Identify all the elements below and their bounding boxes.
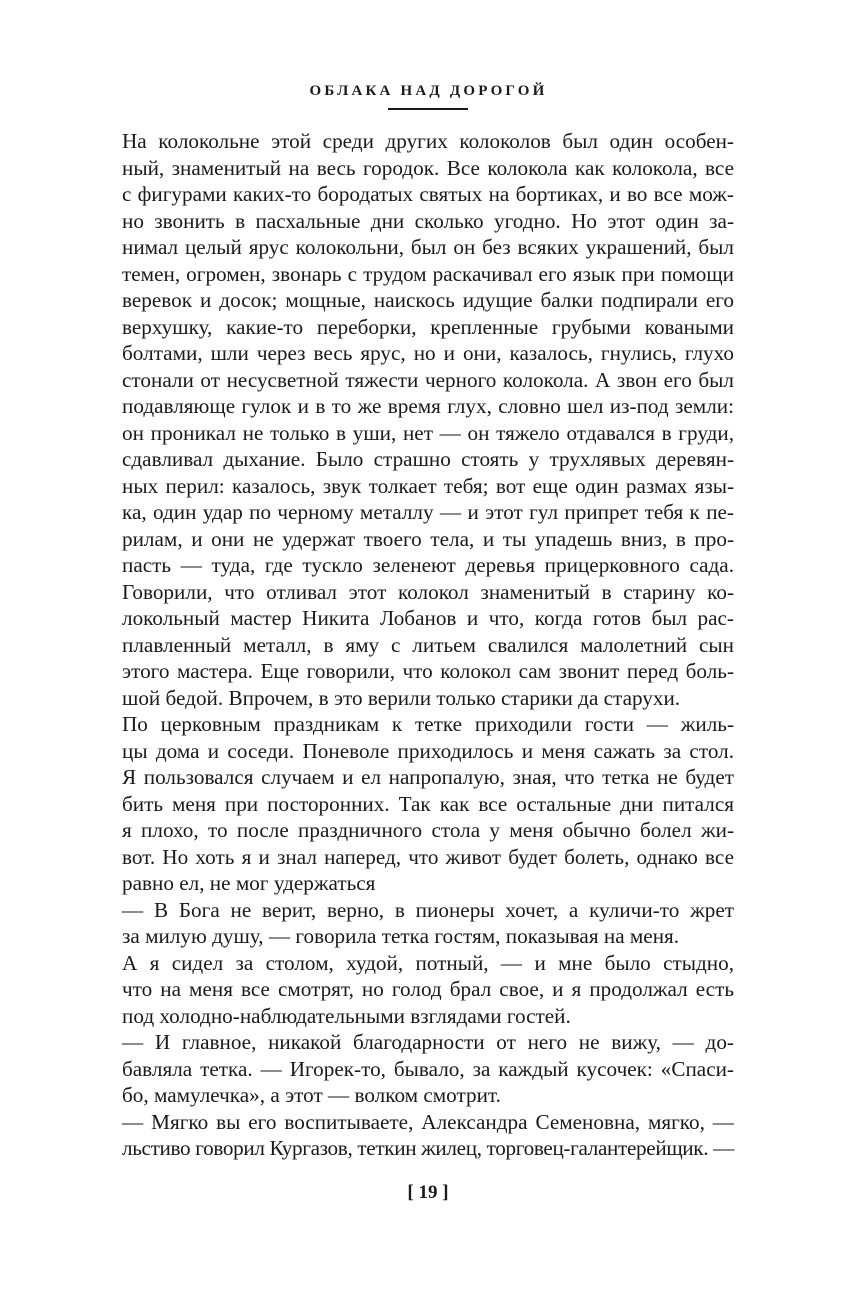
text-line: верхушку, какие-то переборки, крепленные грубыми коваными <box>122 314 734 339</box>
text-line: рилам, и они не удержат твоего тела, и ты упадешь вниз, в про- <box>122 526 734 551</box>
text-line: льстиво говорил Кургазов, теткин жилец, торговец-галантерейщик. — <box>122 1136 734 1160</box>
page-number: [ 19 ] <box>407 1182 449 1203</box>
text-line: На колокольне этой среди других колоколов был один особен- <box>122 129 734 153</box>
text-line: сдавливал дыхание. Было страшно стоять у трухлявых деревян- <box>122 447 734 471</box>
text-line: локольный мастер Никита Лобанов и что, когда готов был рас- <box>122 606 734 630</box>
text-line: шой бедой. Впрочем, в это верили только старики да старухи. <box>122 685 681 710</box>
text-line: болтами, шли через весь ярус, но и они, казалось, гнулись, глухо <box>122 341 734 365</box>
text-line: цы дома и соседи. Поневоле приходилось и меня сажать за стол. <box>122 738 734 763</box>
text-line: с фигурами каких-то бородатых святых на бортиках, и во все мож- <box>122 182 734 206</box>
text-line: он проникал не только в уши, нет — он тяжело отдавался в груди, <box>122 420 734 445</box>
running-head-rule <box>388 108 468 110</box>
text-line: но звонить в пасхальные дни сколько угодно. Но этот один за- <box>122 208 734 233</box>
text-line: за милую душу, — говорила тетка гостям, показывая на меня. <box>122 924 680 948</box>
text-line: бо, мамулечка», а этот — волком смотрит. <box>122 1083 501 1107</box>
text-line: ный, знаменитый на весь городок. Все колокола как колокола, все <box>122 155 734 180</box>
running-head <box>0 83 856 110</box>
text-line: — Мягко вы его воспитываете, Александра Семеновна, мягко, — <box>122 1109 734 1134</box>
text-line: плавленный металл, в яму с литьем свалился малолетний сын <box>122 632 734 657</box>
text-line: А я сидел за столом, худой, потный, — и мне было стыдно, <box>122 950 734 975</box>
text-line: что на меня все смотрят, но голод брал свое, и я продолжал есть <box>122 977 734 1001</box>
text-line: Я пользовался случаем и ел напропалую, зная, что тетка не будет <box>122 765 734 789</box>
text-line: ка, один удар по черному металлу — и этот гул припрет тебя к пе- <box>122 500 734 524</box>
text-line: пасть — туда, где тускло зеленеют деревья прицерковного сада. <box>122 553 734 577</box>
text-line: бить меня при посторонних. Так как все остальные дни питался <box>122 791 734 816</box>
text-line: ных перил: казалось, звук толкает тебя; вот еще один размах язы- <box>122 473 734 498</box>
text-line: этого мастера. Еще говорили, что колокол сам звонит перед боль- <box>122 659 734 683</box>
text-line: — И главное, никакой благодарности от него не вижу, — до- <box>122 1030 734 1054</box>
text-line: нимал целый ярус колокольни, был он без всяких украшений, был <box>122 235 734 259</box>
text-line: бавляла тетка. — Игорек-то, бывало, за каждый кусочек: «Спаси- <box>122 1056 734 1081</box>
running-head-title: ОБЛАКА НАД ДОРОГОЙ <box>309 83 548 99</box>
text-line: я плохо, то после праздничного стола у меня обычно болел жи- <box>122 818 734 842</box>
text-line: Говорили, что отливал этот колокол знаменитый в старину ко- <box>122 579 734 604</box>
text-line: вот. Но хоть я и знал наперед, что живот будет болеть, однако все <box>122 844 734 869</box>
text-line: темен, огромен, звонарь с трудом раскачивал его язык при помощи <box>122 261 734 286</box>
text-line: под холодно-наблюдательными взглядами гостей. <box>122 1003 571 1028</box>
text-line: — В Бога не верит, верно, в пионеры хочет, а куличи-то жрет <box>122 897 734 922</box>
text-line: стонали от несусветной тяжести черного колокола. А звон его был <box>122 367 734 392</box>
text-line: веревок и досок; мощные, наискось идущие балки подпирали его <box>122 288 734 312</box>
text-line: равно ел, не мог удержаться <box>122 871 376 895</box>
text-line: По церковным праздникам к тетке приходили гости — жиль- <box>122 712 734 736</box>
text-line: подавляюще гулок и в то же время глух, словно шел из-под земли: <box>122 394 734 418</box>
body-text <box>122 128 734 1162</box>
